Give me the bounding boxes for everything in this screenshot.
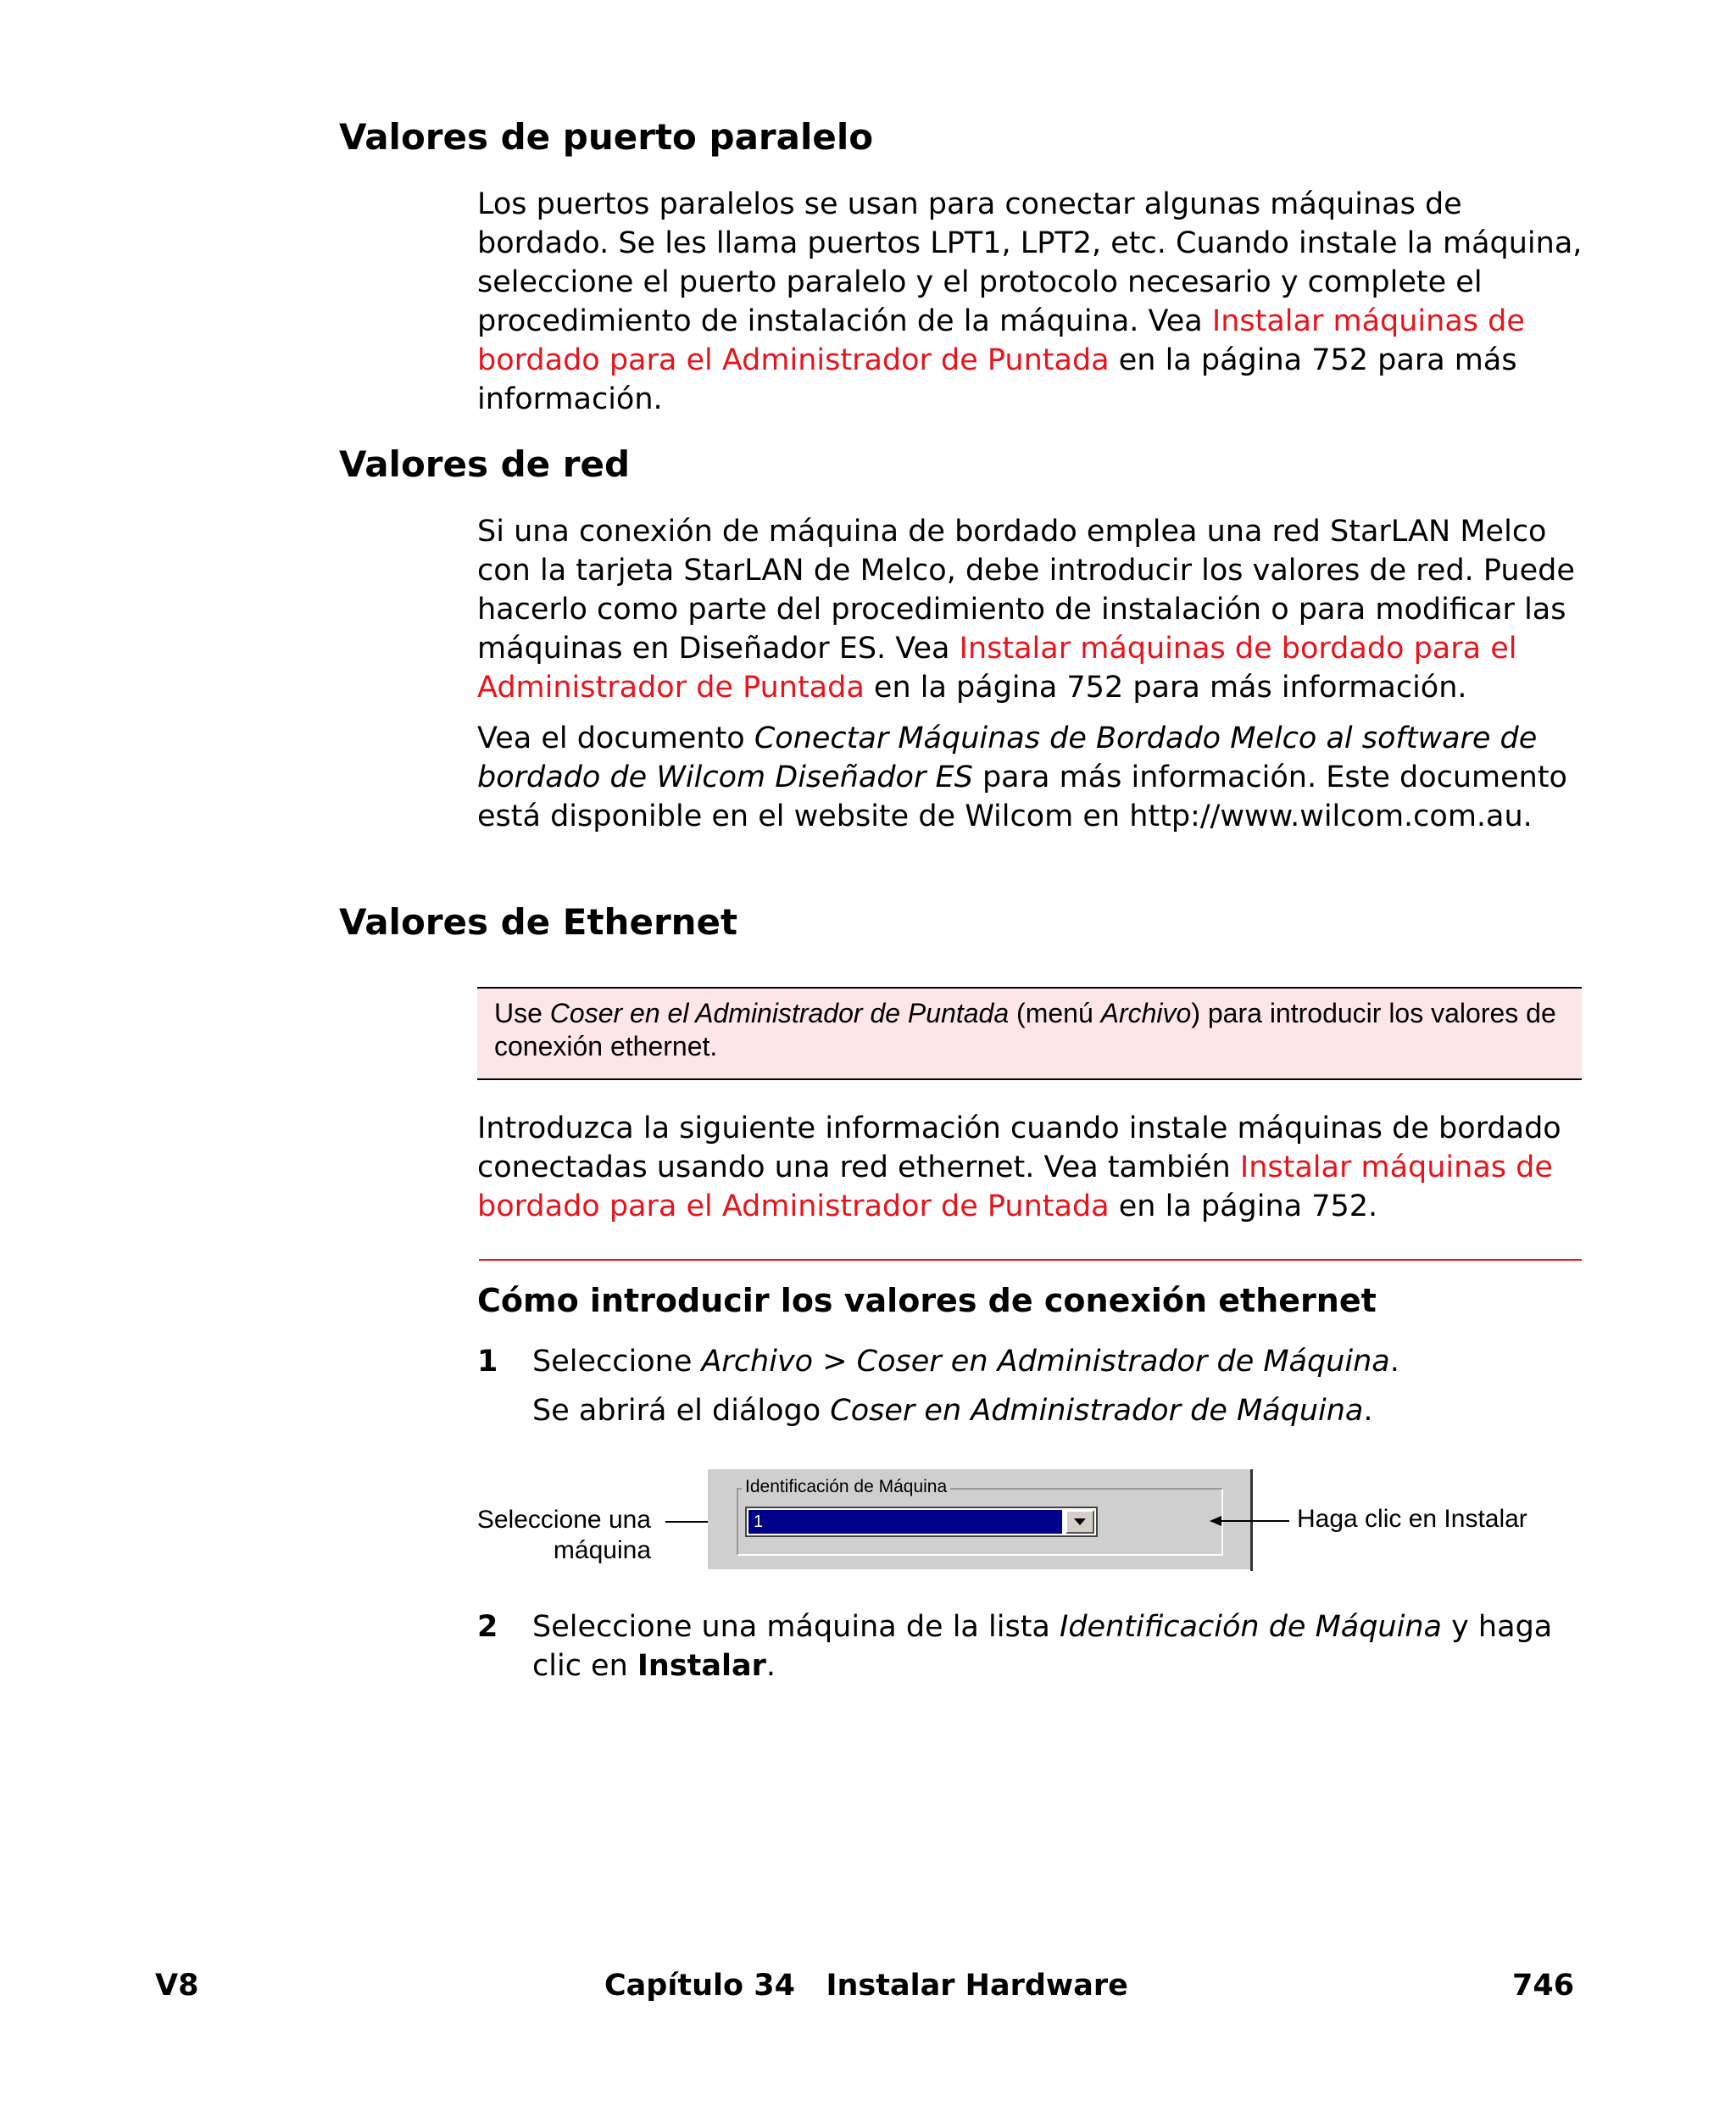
network-doc-paragraph (477, 719, 1594, 836)
step-2-instruction (532, 1607, 1583, 1685)
note-text: (menú (1009, 998, 1101, 1028)
section-heading-ethernet: Valores de Ethernet (339, 901, 738, 943)
footer-version: V8 (155, 1969, 199, 2003)
step-number: 2 (477, 1610, 498, 1644)
groupbox-label: Identificación de Máquina (742, 1476, 950, 1498)
step-text: Seleccione una máquina de la lista (532, 1610, 1060, 1644)
callout-arrow-right (1210, 1513, 1290, 1529)
note-italic: Coser en el Administrador de Puntada (549, 998, 1010, 1028)
chevron-down-icon (1074, 1518, 1086, 1527)
paragraph-text: en la página 752 para más información. (864, 671, 1467, 705)
procedure-title: Cómo introducir los valores de conexión ethernet (477, 1282, 1377, 1319)
step-number: 1 (477, 1345, 498, 1379)
paragraph-text: en la página 752 para más información. (477, 343, 1517, 416)
dialog-name: Coser en Administrador de Máquina (830, 1394, 1364, 1428)
menu-path: Archivo > Coser en Administrador de Máquina (701, 1345, 1390, 1379)
step-text: y haga clic en (532, 1610, 1553, 1683)
callout-line: Seleccione una (476, 1506, 651, 1534)
note-text: Use (494, 998, 550, 1028)
section-heading-network: Valores de red (339, 443, 631, 485)
install-machines-link[interactable]: Instalar máquinas de bordado para el Administrador de Puntada (477, 1150, 1553, 1223)
section-heading-parallel-port: Valores de puerto paralelo (339, 116, 874, 158)
note-text: ) para introducir los valores de conexión ethernet. (494, 998, 1556, 1061)
step-text: . (1363, 1394, 1373, 1428)
paragraph-text: para más información. Este documento está disponible en el website de Wilcom en http://www.wilcom.com.au. (477, 760, 1567, 833)
combo-selected-value: 1 (748, 1510, 1062, 1534)
document-title: Conectar Máquinas de Bordado Melco al software de bordado de Wilcom Diseñador ES (477, 721, 1538, 794)
callout-click-install: Haga clic en Instalar (1297, 1505, 1527, 1533)
install-machines-link[interactable]: Instalar máquinas de bordado para el Administrador de Puntada (477, 304, 1525, 377)
step-1-result (532, 1391, 1583, 1430)
paragraph-text: Si una conexión de máquina de bordado emplea una red StarLAN Melco con la tarjeta StarLAN de Melco, debe introducir los valores de red. Puede hacerlo como parte del procedimiento de instalación o para modificar las máquinas en Diseñador ES. Vea (477, 515, 1575, 666)
machine-id-combo[interactable] (745, 1507, 1098, 1537)
footer-page-number: 746 (1512, 1969, 1575, 2003)
footer-chapter: Capítulo 34 Instalar Hardware (604, 1969, 1128, 2003)
note-box (477, 987, 1582, 1080)
paragraph-text: Vea el documento (477, 721, 754, 755)
step-1-instruction (532, 1342, 1583, 1381)
list-name: Identificación de Máquina (1060, 1610, 1442, 1644)
step-text: . (765, 1649, 776, 1683)
machine-id-dialog (708, 1469, 1250, 1569)
step-text: Seleccione (532, 1345, 702, 1379)
install-machines-link[interactable]: Instalar máquinas de bordado para el Administrador de Puntada (477, 632, 1517, 705)
parallel-port-paragraph (477, 185, 1594, 419)
step-text: . (1389, 1345, 1399, 1379)
network-paragraph (477, 512, 1594, 707)
paragraph-text: Introduzca la siguiente información cuando instale máquinas de bordado conectadas usando una red ethernet. Vea también (477, 1111, 1561, 1184)
ethernet-paragraph (477, 1109, 1594, 1226)
install-button-reference: Instalar (637, 1649, 766, 1683)
callout-line: máquina (553, 1536, 651, 1564)
procedure-divider (479, 1259, 1582, 1261)
paragraph-text: Los puertos paralelos se usan para conectar algunas máquinas de bordado. Se les llama puertos LPT1, LPT2, etc. Cuando instale la máquina, seleccione el puerto paralelo y el protocolo necesario y complete el procedimiento de instalación de la máquina. Vea (477, 187, 1583, 338)
combo-dropdown-button[interactable] (1066, 1510, 1094, 1534)
note-italic: Archivo (1100, 998, 1192, 1028)
step-text: Se abrirá el diálogo (532, 1394, 831, 1428)
paragraph-text: en la página 752. (1109, 1189, 1378, 1223)
callout-select-machine (473, 1505, 651, 1566)
